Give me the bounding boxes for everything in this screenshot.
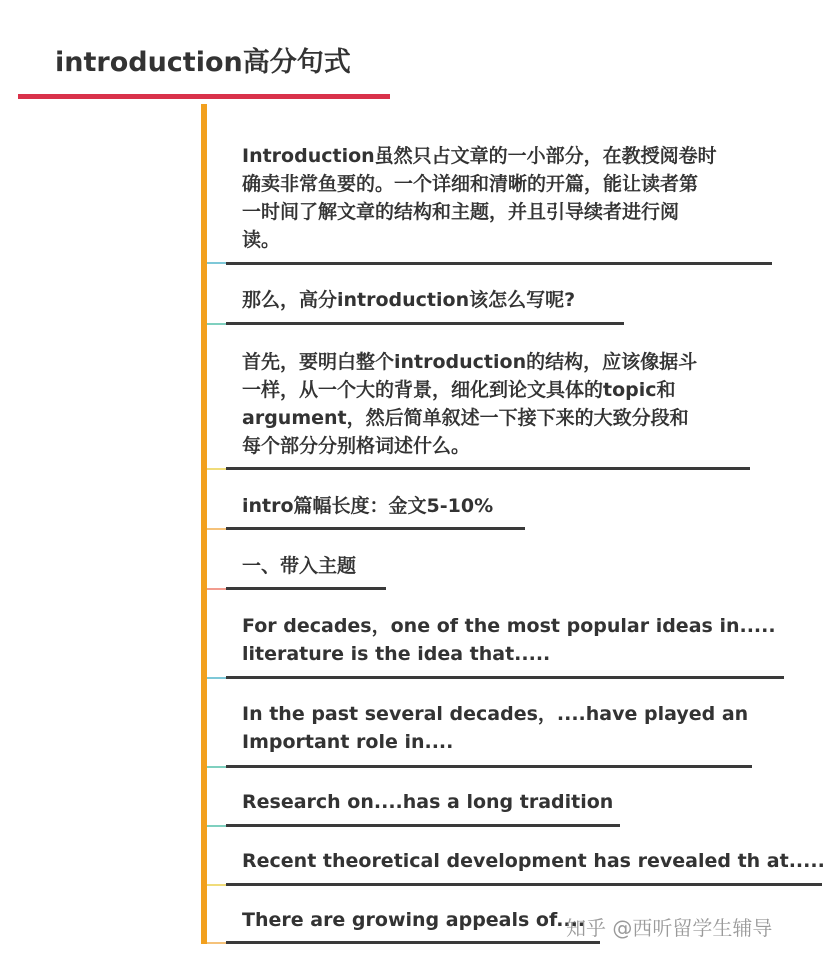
watermark: 知乎 @西听留学生辅导 (566, 916, 773, 940)
node-text-line: In the past several decades，....have played an (242, 703, 749, 725)
node-underline (226, 262, 772, 265)
node-text-line: For decades，one of the most popular ideas in..... (242, 615, 776, 637)
node-text-line: 一、带入主题 (242, 555, 357, 577)
mindmap-node[interactable] (242, 700, 748, 756)
node-text-line: 那么，高分introduction该怎么写呢? (242, 289, 576, 311)
node-text-line: 一时间了解文章的结构和主题，并且引导续者进行阅 (242, 201, 680, 223)
node-text-line: Important role in.... (242, 731, 454, 753)
mindmap-node[interactable] (242, 788, 613, 816)
node-text-line: argument，然后简单叙述一下接下来的大致分段和 (242, 407, 689, 429)
node-underline (226, 467, 750, 470)
node-text-line: intro篇幅长度：金文5-10% (242, 495, 494, 517)
node-underline (226, 527, 525, 530)
node-underline (226, 322, 624, 325)
node-text-line: 读。 (242, 229, 281, 251)
node-text-line: 每个部分分别格词述什么。 (242, 435, 471, 457)
mindmap-node[interactable] (242, 612, 776, 668)
node-text-line: Recent theoretical development has revealed th at..... (242, 850, 825, 872)
node-underline (226, 824, 620, 827)
node-underline (226, 941, 600, 944)
node-underline (226, 676, 784, 679)
mindmap-node[interactable] (242, 492, 493, 520)
mindmap-node[interactable] (242, 286, 575, 314)
node-text-line: Research on....has a long tradition (242, 791, 614, 813)
mindmap-node[interactable] (242, 847, 825, 875)
node-text-line: 一样，从一个大的背景，细化到论文具体的topic和 (242, 379, 676, 401)
node-underline (226, 587, 386, 590)
mindmap-node[interactable] (242, 348, 697, 460)
node-text-line: literature is the idea that..... (242, 643, 551, 665)
title-underline (18, 94, 390, 99)
page-title: introduction高分句式 (55, 47, 351, 78)
node-underline (226, 765, 752, 768)
mindmap-node[interactable] (242, 552, 356, 580)
node-text-line: 确卖非常鱼要的。一个详细和清晰的开篇，能让读者第 (242, 173, 699, 195)
mindmap-spine (201, 104, 207, 944)
node-text-line: 首先，要明白整个introduction的结构，应该像据斗 (242, 351, 698, 373)
mindmap-node[interactable] (242, 906, 585, 934)
node-text-line: There are growing appeals of.... (242, 909, 586, 931)
node-text-line: Introduction虽然只占文章的一小部分，在教授阅卷时 (242, 145, 717, 167)
node-underline (226, 883, 822, 886)
mindmap-node[interactable] (242, 142, 717, 254)
